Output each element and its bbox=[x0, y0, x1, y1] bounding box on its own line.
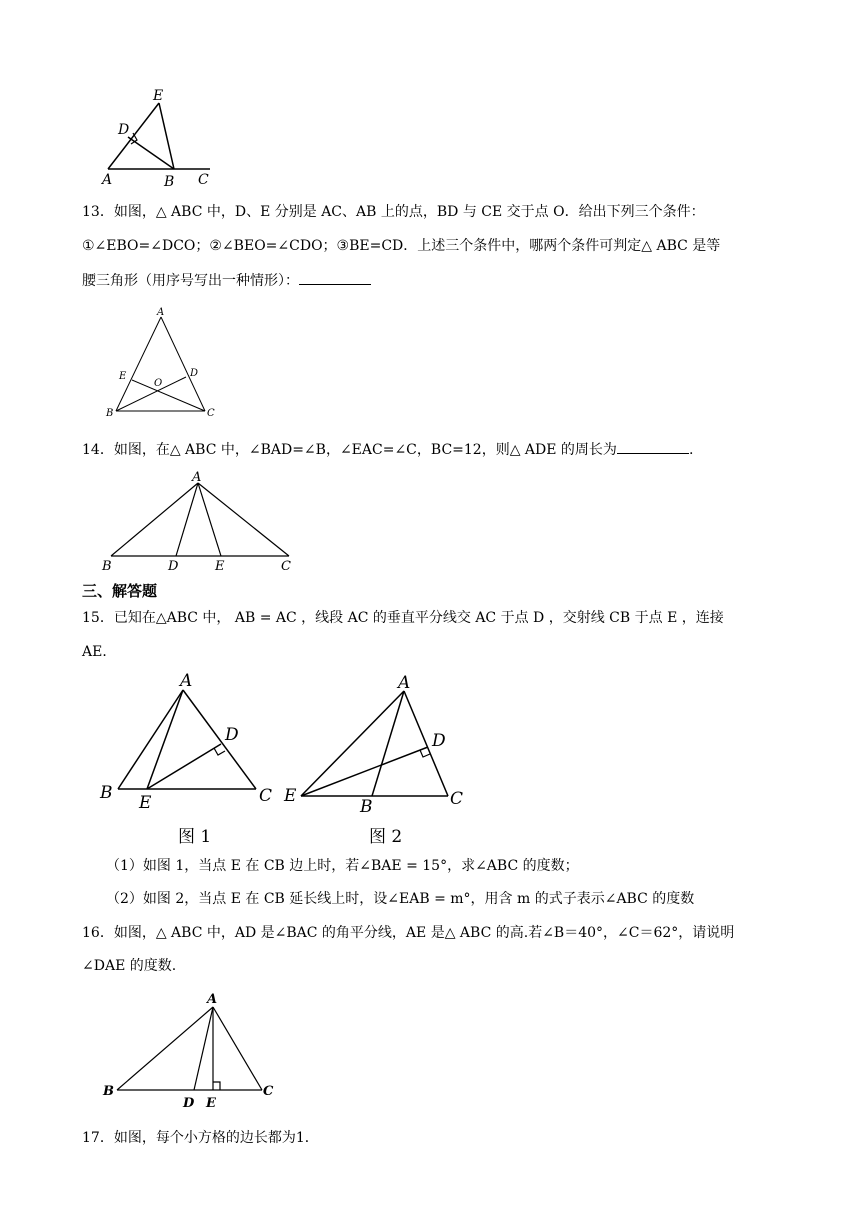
label-c: C bbox=[207, 408, 215, 419]
segment-ae bbox=[198, 483, 221, 556]
label-b: B bbox=[103, 1084, 114, 1099]
segment-bd bbox=[116, 377, 186, 411]
q15-part1: （1）如图 1，当点 E 在 CB 边上时，若∠BAE = 15°，求∠ABC 的度数； bbox=[106, 858, 579, 874]
segment-ab bbox=[116, 317, 161, 411]
label-c: C bbox=[263, 1084, 274, 1099]
q16-line1: 16．如图，△ ABC 中，AD 是∠BAC 的角平分线，AE 是△ ABC 的高.若∠B＝40°，∠C＝62°，请说明 bbox=[82, 925, 735, 941]
q13-line3 bbox=[82, 270, 371, 291]
q13-line1: 13．如图，△ ABC 中，D、E 分别是 AC、AB 上的点，BD 与 CE 交于点 O．给出下列三个条件： bbox=[82, 204, 705, 220]
q13-answer-blank[interactable] bbox=[299, 270, 371, 285]
label-e: E bbox=[139, 793, 152, 813]
label-a: A bbox=[207, 992, 218, 1007]
right-angle-mark bbox=[213, 1082, 220, 1090]
q17-line1: 17．如图，每个小方格的边长都为1． bbox=[82, 1130, 319, 1146]
segment-ae bbox=[108, 103, 159, 169]
q15-part2: （2）如图 2，当点 E 在 CB 延长线上时，设∠EAB = m°，用含 m 的式子表示∠ABC 的度数 bbox=[106, 891, 695, 907]
q14-line1-text: 14．如图，在△ ABC 中，∠BAD=∠B，∠EAC=∠C，BC=12，则△ ADE 的周长为 bbox=[82, 442, 617, 458]
label-b: B bbox=[100, 783, 113, 803]
label-e: E bbox=[119, 371, 127, 382]
label-b: B bbox=[164, 174, 175, 190]
label-e: E bbox=[153, 88, 164, 104]
label-b: B bbox=[360, 797, 373, 817]
section-title: 三、解答题 bbox=[82, 582, 158, 600]
label-e: E bbox=[206, 1096, 216, 1111]
figure-q12 bbox=[0, 0, 860, 200]
label-d: D bbox=[118, 122, 130, 138]
label-c: C bbox=[259, 786, 273, 806]
label-e: E bbox=[215, 559, 225, 574]
segment-ad bbox=[194, 1007, 213, 1090]
segment-ed bbox=[301, 747, 428, 796]
label-b: B bbox=[106, 408, 114, 419]
label-a: A bbox=[192, 470, 202, 485]
segment-ac bbox=[198, 483, 289, 556]
q14-line1 bbox=[82, 439, 693, 460]
figure-q16 bbox=[0, 985, 860, 1115]
segment-ac bbox=[213, 1007, 262, 1090]
figure-q13 bbox=[0, 305, 860, 425]
label-d: D bbox=[190, 368, 199, 379]
q16-line2: ∠DAE 的度数. bbox=[82, 958, 177, 974]
label-a: A bbox=[157, 307, 165, 318]
segment-eb bbox=[159, 103, 174, 169]
segment-ad bbox=[176, 483, 198, 556]
segment-ce bbox=[132, 380, 205, 411]
figure-q15-2 bbox=[0, 668, 860, 828]
label-d: D bbox=[432, 731, 446, 751]
q15-line2: AE． bbox=[82, 644, 117, 660]
label-b: B bbox=[102, 559, 112, 574]
figure-q14 bbox=[0, 468, 860, 578]
label-c: C bbox=[198, 172, 209, 188]
label-d: D bbox=[183, 1096, 195, 1111]
q15-line1: 15．已知在△ABC 中， AB = AC ，线段 AC 的垂直平分线交 AC 于点 D ，交射线 CB 于点 E ，连接 bbox=[82, 610, 724, 626]
label-a: A bbox=[398, 673, 411, 693]
q13-line2: ①∠EBO=∠DCO；②∠BEO=∠CDO；③BE=CD．上述三个条件中，哪两个条件可判定△ ABC 是等 bbox=[82, 238, 721, 254]
label-a: A bbox=[180, 671, 193, 691]
figure-caption-1: 图 1 bbox=[178, 827, 212, 847]
label-d: D bbox=[225, 725, 239, 745]
segment-ab bbox=[117, 1007, 213, 1090]
q14-answer-blank[interactable] bbox=[617, 439, 689, 454]
label-o: O bbox=[154, 378, 163, 389]
label-d: D bbox=[168, 559, 179, 574]
label-c: C bbox=[450, 789, 464, 809]
label-e: E bbox=[284, 786, 297, 806]
segment-ab bbox=[111, 483, 198, 556]
figure-caption-2: 图 2 bbox=[369, 827, 403, 847]
q13-line3-text: 腰三角形（用序号写出一种情形）： bbox=[82, 273, 299, 289]
label-c: C bbox=[281, 559, 291, 574]
q14-end: . bbox=[688, 442, 694, 458]
segment-ac bbox=[161, 317, 205, 411]
label-a: A bbox=[102, 172, 113, 188]
